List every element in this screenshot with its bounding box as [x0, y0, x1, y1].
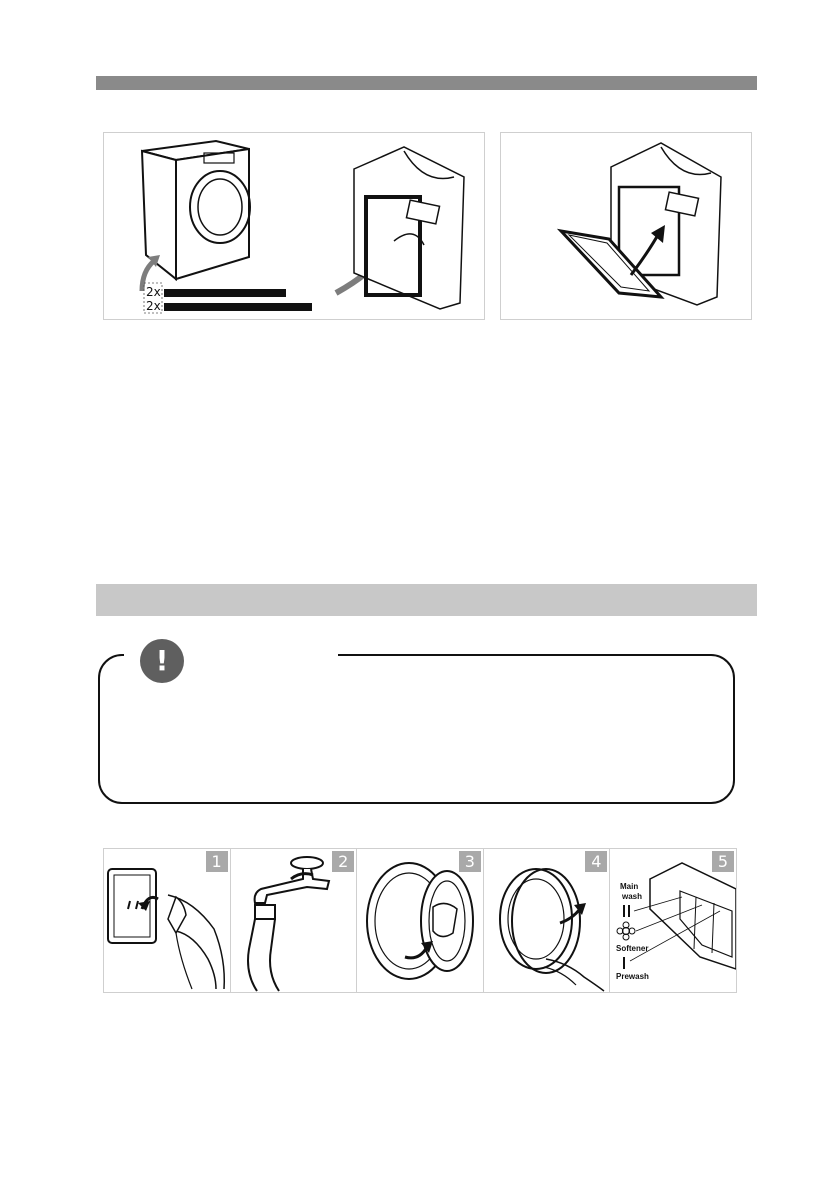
prewash-label: Prewash [616, 972, 650, 981]
step-number: 5 [712, 851, 734, 872]
step-1 [104, 849, 231, 992]
step-4 [484, 849, 611, 992]
cover-illustration [501, 133, 751, 319]
step-5 [610, 849, 736, 992]
step-2 [231, 849, 358, 992]
step-number: 2 [332, 851, 354, 872]
step-number: 4 [585, 851, 607, 872]
bolt-qty-2: 2x [146, 299, 161, 313]
main-wash-label: Main [620, 882, 639, 891]
transport-bolts-figure [103, 132, 485, 320]
section-header-bar-secondary [96, 584, 757, 616]
step-number: 3 [459, 851, 481, 872]
softener-flower-icon [617, 922, 635, 940]
main-wash-label-2: wash [622, 892, 643, 901]
notice-box [98, 654, 735, 804]
step-number: 1 [206, 851, 228, 872]
section-header-bar [96, 76, 757, 90]
washer-illustration [104, 133, 484, 319]
steps-strip [103, 848, 737, 993]
bolt-qty-1: 2x [146, 285, 161, 299]
step-3 [357, 849, 484, 992]
exclamation-circle-icon: ! [140, 639, 184, 683]
softener-label: Softener [616, 944, 649, 953]
cover-refit-figure [500, 132, 752, 320]
